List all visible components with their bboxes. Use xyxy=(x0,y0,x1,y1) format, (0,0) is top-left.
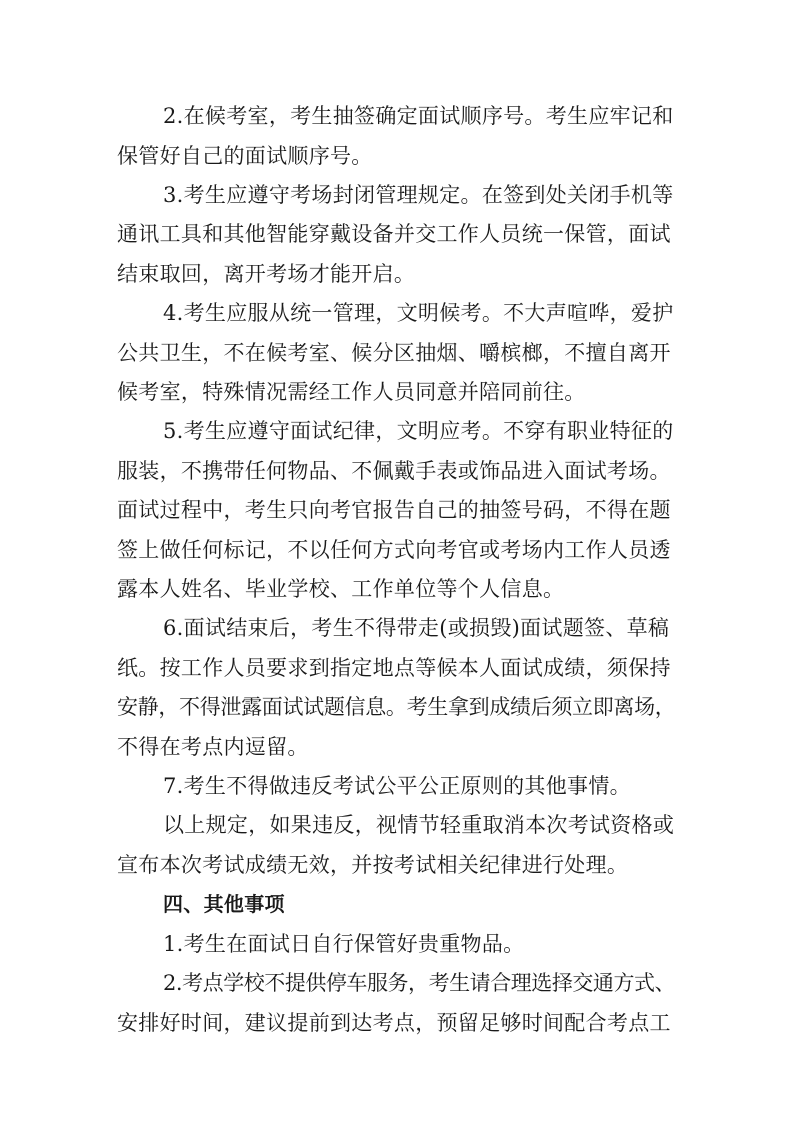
paragraph-summary-line-2: 宣布本次考试成绩无效，并按考试相关纪律进行处理。 xyxy=(117,853,629,877)
section-heading: 四、其他事项 xyxy=(163,892,285,916)
section-item-1-line-1: 1.考生在面试日自行保管好贵重物品。 xyxy=(163,932,525,956)
paragraph-item-3-line-1: 3.考生应遵守考场封闭管理规定。在签到处关闭手机等 xyxy=(163,183,674,207)
paragraph-item-2-line-1: 2.在候考室，考生抽签确定面试顺序号。考生应牢记和 xyxy=(163,104,674,128)
section-item-2-line-1: 2.考点学校不提供停车服务，考生请合理选择交通方式、 xyxy=(163,971,676,995)
paragraph-item-5-line-4: 签上做任何标记，不以任何方式向考官或考场内工作人员透 xyxy=(117,538,671,562)
paragraph-summary-line-1: 以上规定，如果违反，视情节轻重取消本次考试资格或 xyxy=(163,813,675,837)
paragraph-item-7-line-1: 7.考生不得做违反考试公平公正原则的其他事情。 xyxy=(163,774,631,798)
paragraph-item-6-line-2: 纸。按工作人员要求到指定地点等候本人面试成绩，须保持 xyxy=(117,656,671,680)
paragraph-item-4-line-1: 4.考生应服从统一管理，文明候考。不大声喧哗，爱护 xyxy=(163,301,674,325)
paragraph-item-4-line-3: 候考室，特殊情况需经工作人员同意并陪同前往。 xyxy=(117,380,586,404)
paragraph-item-2-line-2: 保管好自己的面试顺序号。 xyxy=(117,144,373,168)
paragraph-item-6-line-4: 不得在考点内逗留。 xyxy=(117,735,309,759)
paragraph-item-6-line-3: 安静，不得泄露面试试题信息。考生拿到成绩后须立即离场， xyxy=(117,695,676,719)
paragraph-item-5-line-2: 服装，不携带任何物品、不佩戴手表或饰品进入面试考场。 xyxy=(117,459,671,483)
paragraph-item-3-line-3: 结束取回，离开考场才能开启。 xyxy=(117,262,416,286)
paragraph-item-6-line-1: 6.面试结束后，考生不得带走(或损毁)面试题签、草稿 xyxy=(163,616,670,640)
section-item-2-line-2: 安排好时间，建议提前到达考点，预留足够时间配合考点工 xyxy=(117,1011,671,1035)
paragraph-item-5-line-3: 面试过程中，考生只向考官报告自己的抽签号码，不得在题 xyxy=(117,498,671,522)
paragraph-item-5-line-5: 露本人姓名、毕业学校、工作单位等个人信息。 xyxy=(117,577,565,601)
paragraph-item-5-line-1: 5.考生应遵守面试纪律，文明应考。不穿有职业特征的 xyxy=(163,419,674,443)
paragraph-item-4-line-2: 公共卫生，不在候考室、候分区抽烟、嚼槟榔，不擅自离开 xyxy=(117,341,671,365)
paragraph-item-3-line-2: 通讯工具和其他智能穿戴设备并交工作人员统一保管，面试 xyxy=(117,222,671,246)
